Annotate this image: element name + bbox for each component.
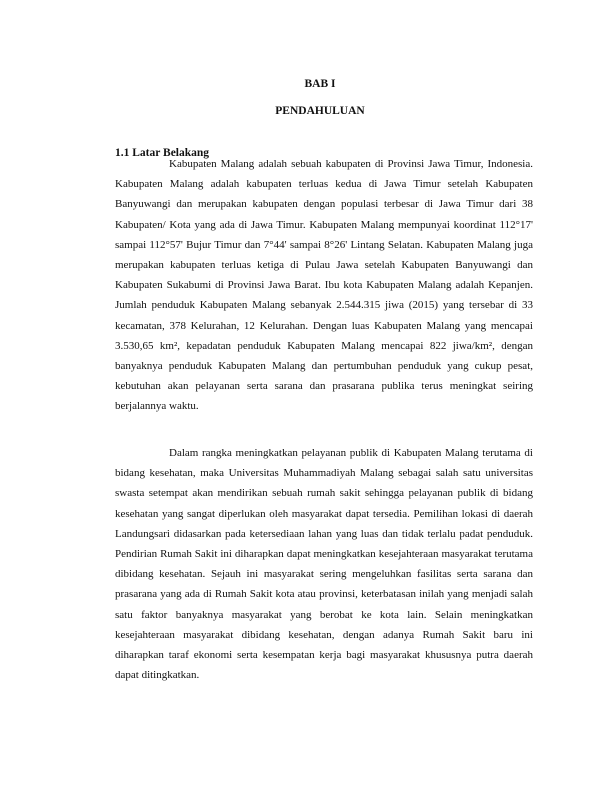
chapter-number: BAB I <box>304 78 336 90</box>
paragraph-2: Dalam rangka meningkatkan pelayanan publik di Kabupaten Malang terutama di bidang kesehatan, maka Universitas Muhammadiyah Malang sebagai salah satu universitas swasta setempat akan mendirikan sebuah rumah sakit sehingga pelayanan publik di bidang kesehatan yang sangat diperlukan oleh masyarakat dapat tersedia. Pemilihan lokasi di daerah Landungsari didasarkan pada ketersediaan lahan yang luas dan tidak terlalu padat penduduk. Pendirian Rumah Sakit ini diharapkan dapat meningkatkan kesejahteraan masyarakat terutama dibidang kesehatan. Sejauh ini masyarakat sering mengeluhkan fasilitas serta sarana dan prasarana yang ada di Rumah Sakit kota atau provinsi, keterbatasan inilah yang menjadi salah satu faktor banyaknya masyarakat yang berobat ke kota lain. Selain meningkatkan kesejahteraan masyarakat dibidang kesehatan, dengan adanya Rumah Sakit baru ini diharapkan taraf ekonomi serta kesempatan kerja bagi masyarakat khususnya putra daerah dapat ditingkatkan. <box>115 447 533 682</box>
chapter-title: PENDAHULUAN <box>275 105 365 117</box>
paragraph-1: Kabupaten Malang adalah sebuah kabupaten di Provinsi Jawa Timur, Indonesia. Kabupaten Malang adalah kabupaten terluas kedua di Jawa Timur setelah Kabupaten Banyuwangi dan merupakan kabupaten dengan populasi terbesar di Jawa Timur dari 38 Kabupaten/ Kota yang ada di Jawa Timur. Kabupaten Malang mempunyai koordinat 112°17' sampai 112°57' Bujur Timur dan 7°44' sampai 8°26' Lintang Selatan. Kabupaten Malang juga merupakan kabupaten terluas ketiga di Pulau Jawa setelah Kabupaten Banyuwangi dan Kabupaten Sukabumi di Provinsi Jawa Barat. Ibu kota Kabupaten Malang adalah Kepanjen. Jumlah penduduk Kabupaten Malang sebanyak 2.544.315 jiwa (2015) yang tersebar di 33 kecamatan, 378 Kelurahan, 12 Kelurahan. Dengan luas Kabupaten Malang yang mencapai 3.530,65 km², kepadatan penduduk Kabupaten Malang mencapai 822 jiwa/km², dengan banyaknya penduduk Kabupaten Malang dan pertumbuhan penduduk yang cukup pesat, kebutuhan akan pelayanan serta sarana dan prasarana publika terus meningkat seiring berjalannya waktu. <box>115 158 533 413</box>
section-heading: 1.1 Latar Belakang <box>115 147 210 159</box>
